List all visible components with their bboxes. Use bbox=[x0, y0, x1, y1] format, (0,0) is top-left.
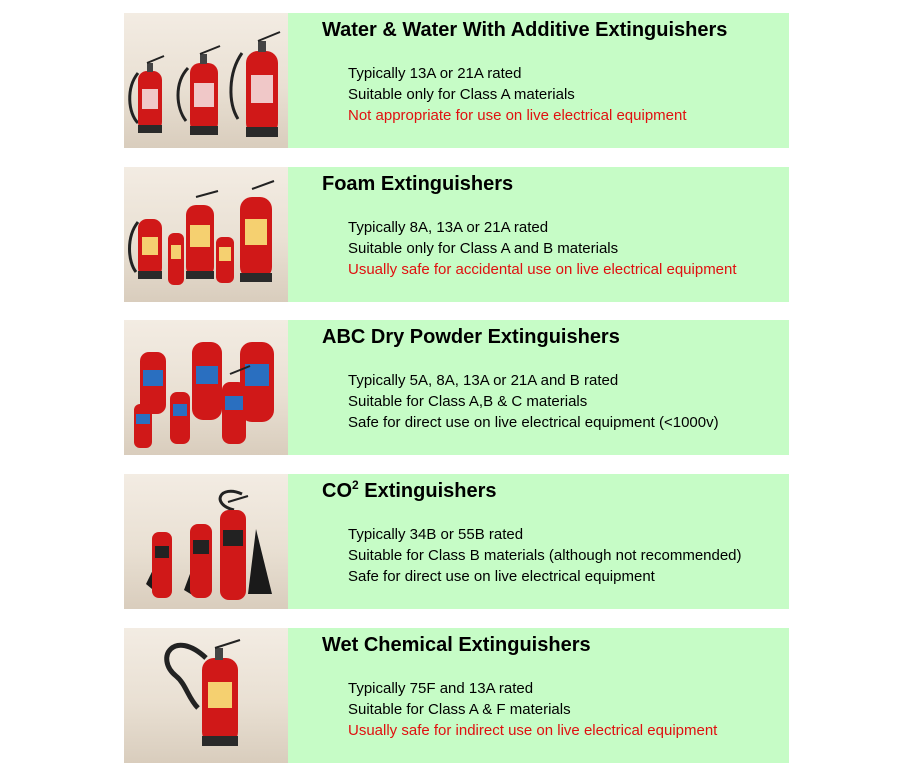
class-text: Suitable only for Class A and B materials bbox=[348, 240, 619, 257]
extinguisher-row-foam bbox=[124, 167, 789, 302]
electrical-warning-text: Usually safe for accidental use on live electrical equipment bbox=[348, 261, 737, 278]
rating-text: Typically 5A, 8A, 13A or 21A and B rated bbox=[348, 372, 619, 389]
dry-powder-extinguishers-photo bbox=[124, 320, 288, 455]
subscript-two: 2 bbox=[352, 478, 359, 492]
electrical-warning-text: Usually safe for indirect use on live electrical equipment bbox=[348, 722, 718, 739]
extinguisher-row-wet-chemical bbox=[124, 628, 789, 763]
row-title: Wet Chemical Extinguishers bbox=[322, 634, 591, 656]
extinguisher-row-dry-powder bbox=[124, 320, 789, 455]
row-description bbox=[348, 678, 717, 741]
electrical-warning-text: Not appropriate for use on live electrical equipment bbox=[348, 107, 687, 124]
water-extinguishers-photo bbox=[124, 13, 288, 148]
co2-extinguishers-photo bbox=[124, 474, 288, 609]
row-title: $CO^2$ Extinguishers bbox=[322, 478, 497, 502]
row-title: ABC Dry Powder Extinguishers bbox=[322, 326, 620, 348]
electrical-safety-text: Safe for direct use on live electrical equipment (<1000v) bbox=[348, 414, 719, 431]
row-description bbox=[348, 370, 719, 433]
electrical-safety-text: Safe for direct use on live electrical equipment bbox=[348, 568, 655, 585]
class-text: Suitable for Class A & F materials bbox=[348, 701, 571, 718]
extinguisher-row-water bbox=[124, 13, 789, 148]
class-text: Suitable for Class A,B & C materials bbox=[348, 393, 588, 410]
rating-text: Typically 75F and 13A rated bbox=[348, 680, 534, 697]
row-title: Foam Extinguishers bbox=[322, 173, 514, 195]
foam-extinguishers-photo bbox=[124, 167, 288, 302]
class-text: Suitable only for Class A materials bbox=[348, 86, 575, 103]
wet-chemical-extinguisher-photo bbox=[124, 628, 288, 763]
rating-text: Typically 13A or 21A rated bbox=[348, 65, 522, 82]
row-description bbox=[348, 524, 742, 587]
row-title: Water & Water With Additive Extinguishers bbox=[322, 19, 728, 41]
rating-text: Typically 8A, 13A or 21A rated bbox=[348, 219, 549, 236]
row-description bbox=[348, 63, 687, 126]
class-text: Suitable for Class B materials (although not recommended) bbox=[348, 547, 742, 564]
extinguisher-row-co2 bbox=[124, 474, 789, 609]
rating-text: Typically 34B or 55B rated bbox=[348, 526, 524, 543]
row-description bbox=[348, 217, 737, 280]
